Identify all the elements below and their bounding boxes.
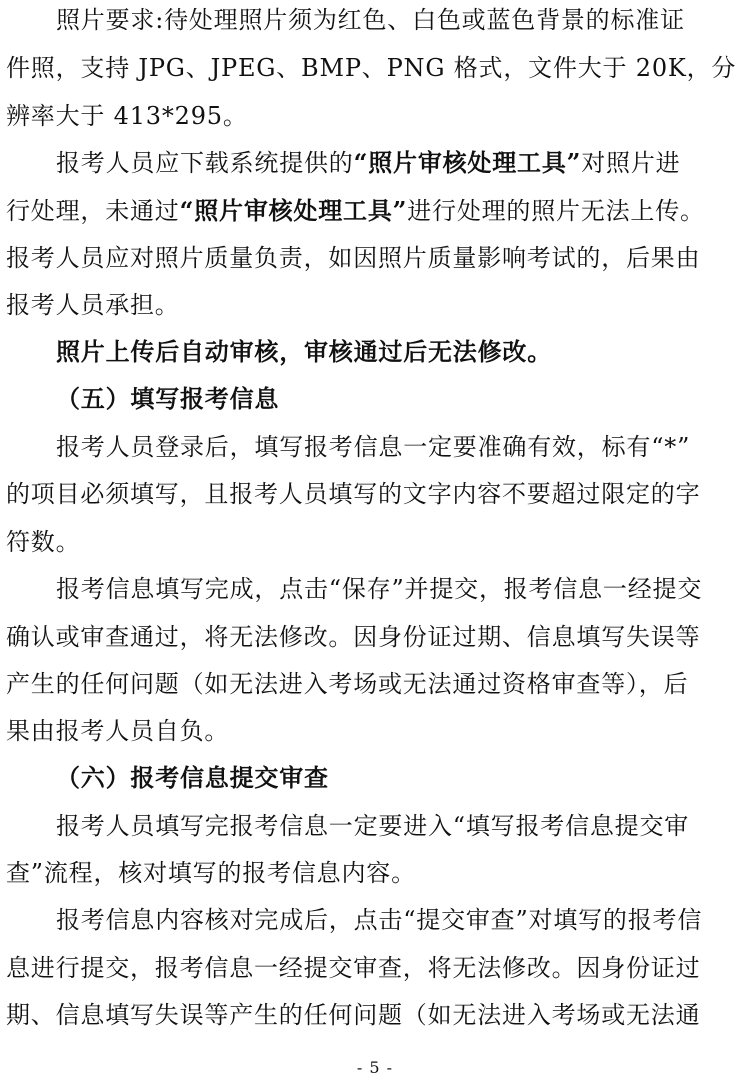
- review-flow-paragraph-line-2: 查”流程，核对填写的报考信息内容。: [6, 859, 416, 887]
- section-heading-6: （六）报考信息提交审查: [56, 763, 329, 792]
- photo-requirements-line-2: 件照，支持 JPG、JPEG、BMP、PNG 格式，文件大于 20K，分: [6, 54, 737, 82]
- photo-tool-name-emphasis-2: “照片审核处理工具”: [179, 196, 408, 225]
- save-submit-paragraph-line-1: 报考信息填写完成，点击“保存”并提交，报考信息一经提交: [56, 575, 703, 603]
- review-flow-paragraph-line-1: 报考人员填写完报考信息一定要进入“填写报考信息提交审: [56, 812, 690, 840]
- photo-tool-paragraph-line-2: [6, 196, 750, 226]
- fill-info-paragraph-line-1: 报考人员登录后，填写报考信息一定要准确有效，标有“*”: [56, 433, 691, 461]
- fill-info-paragraph-line-3: 符数。: [6, 528, 81, 556]
- save-submit-paragraph-line-2: 确认或审查通过，将无法修改。因身份证过期、信息填写失误等: [6, 623, 701, 651]
- submit-review-paragraph-line-1: 报考信息内容核对完成后，点击“提交审查”对填写的报考信: [56, 906, 703, 934]
- fill-info-paragraph-line-2: 的项目必须填写，且报考人员填写的文字内容不要超过限定的字: [6, 480, 701, 508]
- photo-tool-text-a: 报考人员应下载系统提供的: [56, 149, 354, 177]
- photo-tool-paragraph-line-4: 报考人员承担。: [6, 291, 180, 319]
- photo-requirements-line-3: 辨率大于 413*295。: [6, 102, 248, 130]
- auto-review-notice: 照片上传后自动审核，审核通过后无法修改。: [56, 337, 552, 366]
- submit-review-paragraph-line-3: 期、信息填写失误等产生的任何问题（如无法进入考场或无法通: [6, 1001, 701, 1029]
- photo-tool-paragraph-line-3: 报考人员应对照片质量负责，如因照片质量影响考试的，后果由: [6, 244, 701, 272]
- page-number: - 5 -: [356, 1058, 394, 1077]
- photo-requirements-line-1: 照片要求:待处理照片须为红色、白色或蓝色背景的标准证: [56, 6, 685, 34]
- save-submit-paragraph-line-4: 果由报考人员自负。: [6, 717, 230, 745]
- photo-tool-text-a2: 行处理，未通过: [6, 197, 180, 225]
- photo-tool-text-c: 对照片进: [581, 149, 681, 177]
- submit-review-paragraph-line-2: 息进行提交，报考信息一经提交审查，将无法修改。因身份证过: [6, 954, 701, 982]
- photo-tool-paragraph-line-1: [56, 148, 750, 178]
- photo-tool-text-c2: 进行处理的照片无法上传。: [407, 197, 705, 225]
- section-heading-5: （五）填写报考信息: [56, 384, 280, 413]
- photo-tool-name-emphasis: “照片审核处理工具”: [353, 148, 582, 177]
- save-submit-paragraph-line-3: 产生的任何问题（如无法进入考场或无法通过资格审查等），后: [6, 670, 689, 698]
